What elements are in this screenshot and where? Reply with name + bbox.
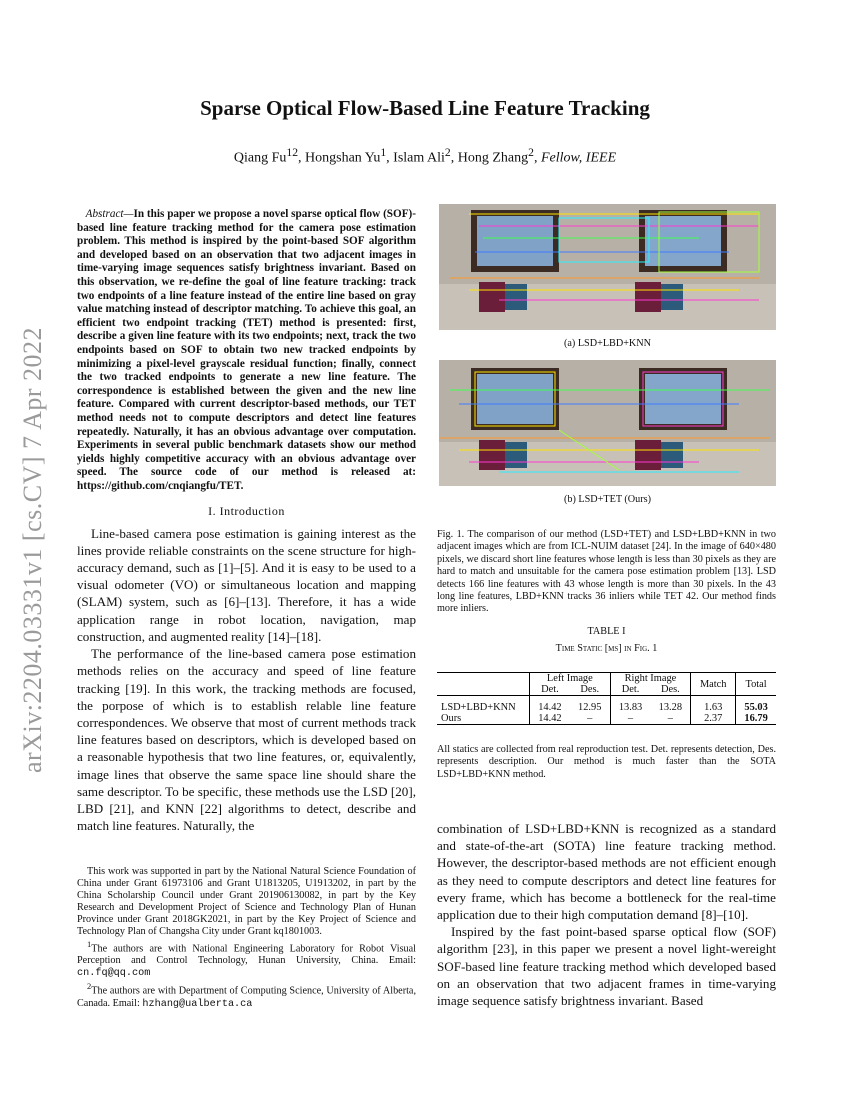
table-row: Ours 14.42 – – – 2.37 16.79 [437, 713, 776, 725]
subfigure-caption-a: (a) LSD+LBD+KNN [563, 338, 652, 349]
data-table [437, 672, 776, 725]
abstract-text: In this paper we propose a novel sparse optical flow (SOF)-based line feature tracking method for the camera pose estimation problem. This method is inspired by the point-based SOF algorithm and developed based on an observation that two adjacent images in time-varying image sequences satisfy brightness invariant. Based on this observation, we re-define the goal of line feature tracking: track two endpoints of a line feature instead of the entire line based on gray value matching instead of descriptor matching. To achieve this goal, an efficient two endpoint tracking (TET) method is presented: first, describe a given line feature with its two endpoints; next, track the two endpoints based on SOF to obtain two new tracked endpoints by minimizing a pixel-level grayscale residual function; finally, connect the two tracked endpoints to generate a new line feature. The correspondence is established between the given and the new line feature. Compared with current descriptor-based methods, our TET method needs not to compute descriptors and detect line features repeatedly. Naturally, it has an obvious advantage over computation. Experiments in several public benchmark datasets show our method yields highly competitive accuracy with an obvious advantage over speed. The source code of our method is released at: https://github.com/cnqiangfu/TET. [77, 208, 416, 492]
right-column-text [437, 820, 776, 1009]
figure-caption: Fig. 1. The comparison of our method (LSD+TET) and LSD+LBD+KNN in two adjacent images which are from ICL-NUIM dataset [24]. In the image of 640×480 pixels, we discard short line features whose length is less than 30 pixels as they are hard to match and unsuitable for the camera pose estimation problem [13]. LSD detects 166 line features with 43 whose length is more than 30 pixels. In the 43 long line features, LBD+KNN tracks 36 inliers while TET 42. Our method finds more inliers. [437, 529, 776, 615]
author-name: Hong Zhang [457, 150, 529, 166]
paragraph: Line-based camera pose estimation is gaining interest as the lines provide reliable constraints on the scene structure for high-accuracy demand, such as [1]–[5]. And it is easy to be used to a visual odometer (VO) or simultaneous location and mapping (SLAM) system, such as [6]–[13]. Therefore, it has a wide application range in robot location, navigation, map construction, and augmented reality [14]–[18]. [77, 525, 416, 644]
author-name: Hongshan Yu [305, 150, 381, 166]
section-heading: I. Introduction [208, 504, 285, 519]
footnote-affiliation-1: $^1$The authors are with National Engineering Laboratory for Robot Visual Perception and Control Technology, Hunan University, China. Email: cn.fq@qq.com [77, 939, 416, 980]
footnotes [77, 866, 416, 1011]
author-line: Qiang Fu$^{12}$, Hongshan Yu$^1$, Islam Ali$^2$, Hong Zhang$^2$, Fellow, IEEE [233, 146, 617, 166]
table-header: Det. [610, 684, 650, 696]
table-header: Match [691, 673, 736, 696]
table-header: Des. [660, 684, 680, 695]
paragraph: Inspired by the fast point-based sparse optical flow (SOF) algorithm [23], in this paper we present a novel light-wereight SOF-based line feature tracking method which developed based on an observation that two adjacent frames in time-varying image sequence satisfy brightness invariant. Based [437, 924, 776, 1009]
table-header: Right Image [610, 673, 691, 685]
left-column [77, 208, 416, 834]
fellow-title: Fellow, IEEE [540, 150, 617, 166]
paper-title: Sparse Optical Flow-Based Line Feature Tracking [200, 96, 650, 120]
footnote-affiliation-2: $^2$The authors are with Department of Computing Science, University of Alberta, Canada. Email: hzhang@ualberta.ca [77, 981, 416, 1010]
table-title: Time Static [ms] in Fig. 1 [555, 643, 658, 654]
author-name: Qiang Fu [233, 150, 287, 166]
table-header: Left Image [530, 673, 611, 685]
scene-illustration-b [439, 360, 776, 486]
scene-illustration-a [439, 204, 776, 330]
table-row: LSD+LBD+KNN 14.42 12.95 13.83 13.28 1.63 55.03 [437, 702, 776, 713]
email-link[interactable]: hzhang@ualberta.ca [142, 998, 253, 1010]
abstract-label: Abstract— [85, 208, 134, 220]
subfigure-caption-b: (b) LSD+TET (Ours) [563, 494, 652, 505]
figure-image-b [439, 360, 776, 486]
paragraph: The performance of the line-based camera pose estimation methods relies on the accuracy and speed of line feature tracking [19]. In this work, the tracking methods are focused, the porpose of which is to establish relable line feature correspondences. We observe that most of current methods track line features based on descriptors, which is developed based on a reasonable hypothesis that two line features, or, equivalently, image lines that observe the same space line should share the same descriptor. To be specific, these methods use the LSD [20], LBD [21], and KNN [22] algorithms to detect, describe and match line features. Naturally, the [77, 646, 416, 834]
arxiv-identifier: arXiv:2204.03331v1 [cs.CV] 7 Apr 2022 [18, 326, 47, 774]
footnote-funding: This work was supported in part by the National Natural Science Foundation of China under Grant 61973106 and Grant U1813205, U1913202, in part by the China Scholarship Council under Grant 201906130082, in part by the Key Research and Development Project of Science and Technology Plan of Hunan Province under Grant 2018GK2021, in part by the Key Project of Science and Technology Plan of Changsha City under Grant kq1801003. [77, 866, 416, 937]
figure-image-a [439, 204, 776, 330]
paragraph: combination of LSD+LBD+KNN is recognized as a standard and state-of-the-art (SOTA) line feature tracking method. However, the descriptor-based methods are not efficient enough as they need to compute descriptors and detect line features for every frame, which has become a bottleneck for the real-time application due to their high computation demand [8]–[10]. [437, 821, 776, 923]
table-note: All statics are collected from real reproduction test. Det. represents detection, Des. represents description. Our method is much faster than the SOTA LSD+LBD+KNN method. [437, 744, 776, 780]
author-name: Islam Ali [393, 150, 445, 166]
table-header: Des. [580, 684, 600, 695]
table-label: TABLE I [587, 626, 626, 637]
table-header: Det. [530, 684, 570, 696]
table-header: Total [736, 673, 776, 696]
abstract [77, 208, 416, 493]
email-link[interactable]: cn.fq@qq.com [77, 968, 151, 980]
